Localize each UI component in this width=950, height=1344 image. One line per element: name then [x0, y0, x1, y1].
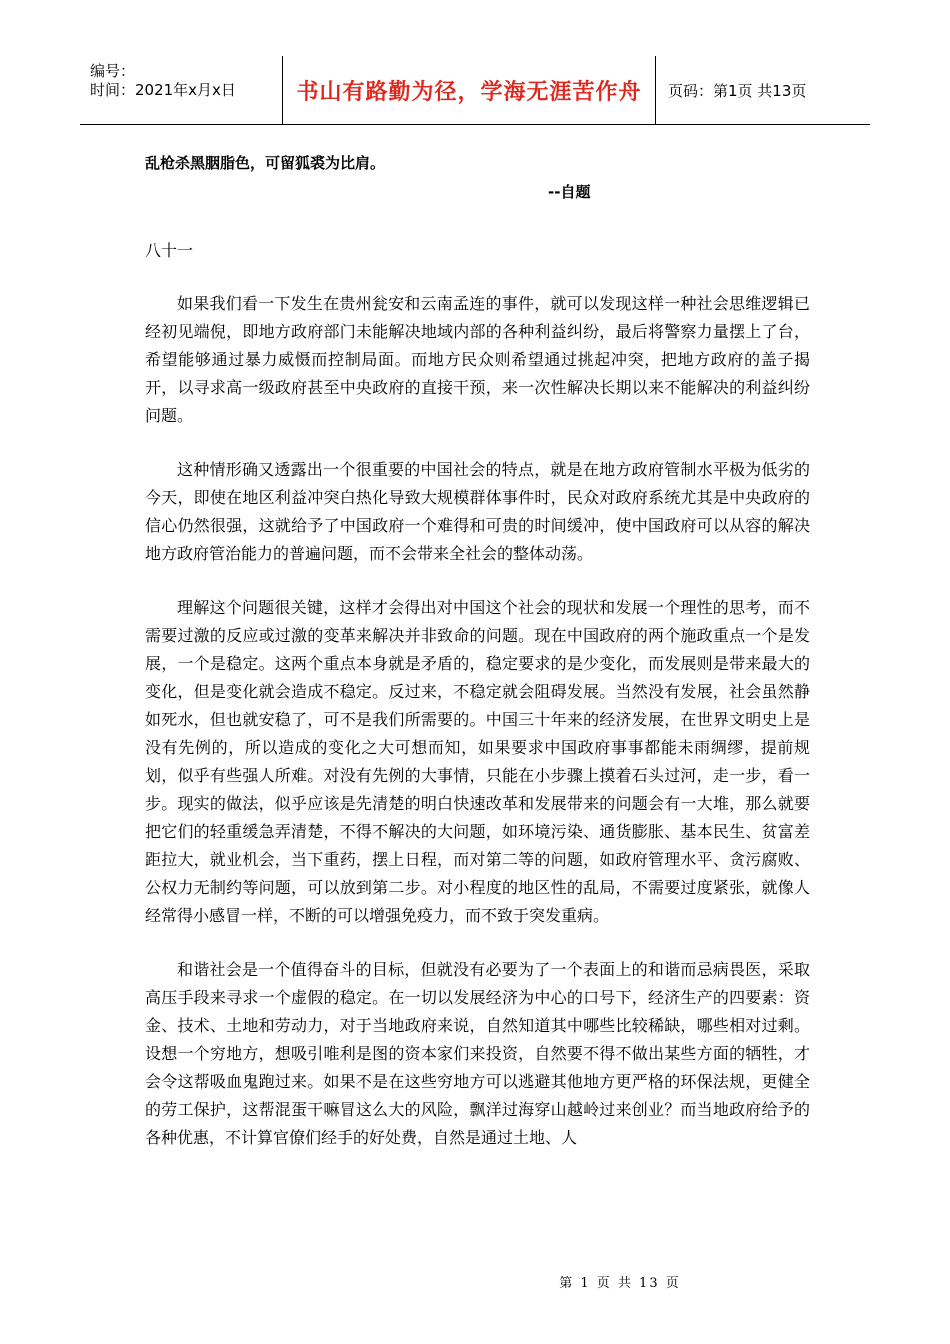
paragraph: 理解这个问题很关键，这样才会得出对中国这个社会的现状和发展一个理性的思考，而不需要过激的反应或过激的变革来解决并非致命的问题。现在中国政府的两个施政重点一个是发展，一个是稳定。这两个重点本身就是矛盾的，稳定要求的是少变化，而发展则是带来最大的变化，但是变化就会造成不稳定。反过来，不稳定就会阻碍发展。当然没有发展，社会虽然静如死水，但也就安稳了，可不是我们所需要的。中国三十年来的经济发展，在世界文明史上是没有先例的，所以造成的变化之大可想而知，如果要求中国政府事事都能未雨绸缪，提前规划，似乎有些强人所难。对没有先例的大事情，只能在小步骤上摸着石头过河，走一步，看一步。现实的做法，似乎应该是先清楚的明白快速改革和发展带来的问题会有一大堆，那么就要把它们的轻重缓急弄清楚，不得不解决的大问题，如环境污染、通货膨胀、基本民生、贫富差距拉大，就业机会，当下重药，摆上日程，而对第二等的问题，如政府管理水平、贪污腐败、公权力无制约等问题，可以放到第二步。对小程度的地区性的乱局，不需要过度紧张，就像人经常得小感冒一样，不断的可以增强免疫力，而不致于突发重病。: [145, 598, 810, 925]
poem-attribution: --自题: [548, 183, 591, 201]
time-line: 时间：2021年x月x日: [90, 81, 236, 99]
page-footer: 第 1 页 共 13 页: [559, 1276, 681, 1291]
header-page-info: 页码：第1页 共13页: [668, 81, 807, 100]
body-text: [145, 290, 810, 1178]
paragraph: 如果我们看一下发生在贵州瓮安和云南孟连的事件，就可以发现这样一种社会思维逻辑已经初见端倪，即地方政府部门未能解决地域内部的各种利益纠纷，最后将警察力量摆上了台，希望能够通过暴力威慑而控制局面。而地方民众则希望通过挑起冲突，把地方政府的盖子揭开，以寻求高一级政府甚至中央政府的直接干预，来一次性解决长期以来不能解决的利益纠纷问题。: [145, 294, 810, 425]
paragraph: 和谐社会是一个值得奋斗的目标，但就没有必要为了一个表面上的和谐而忌病畏医，采取高压手段来寻求一个虚假的稳定。在一切以发展经济为中心的口号下，经济生产的四要素：资金、技术、土地和劳动力，对于当地政府来说，自然知道其中哪些比较稀缺，哪些相对过剩。设想一个穷地方，想吸引唯利是图的资本家们来投资，自然要不得不做出某些方面的牺牲，才会令这帮吸血鬼跑过来。如果不是在这些穷地方可以逃避其他地方更严格的环保法规，更健全的劳工保护，这帮混蛋干嘛冒这么大的风险，飘洋过海穿山越岭过来创业？而当地政府给予的各种优惠，不计算官僚们经手的好处费，自然是通过土地、人: [145, 960, 810, 1147]
poem-line: 乱枪杀黑胭脂色，可留狐裘为比肩。: [145, 154, 386, 172]
section-title: 八十一: [145, 241, 194, 260]
page-header: [80, 56, 870, 125]
header-motto: 书山有路勤为径，学海无涯苦作舟: [296, 79, 642, 105]
paragraph: 这种情形确又透露出一个很重要的中国社会的特点，就是在地方政府管制水平极为低劣的今天，即使在地区利益冲突白热化导致大规模群体事件时，民众对政府系统尤其是中央政府的信心仍然很强，这就给予了中国政府一个难得和可贵的时间缓冲，使中国政府可以从容的解决地方政府管治能力的普遍问题，而不会带来全社会的整体动荡。: [145, 460, 810, 563]
serial-label: 编号：: [90, 62, 136, 80]
header-motto-cell: [282, 56, 656, 124]
header-meta: [90, 62, 236, 100]
